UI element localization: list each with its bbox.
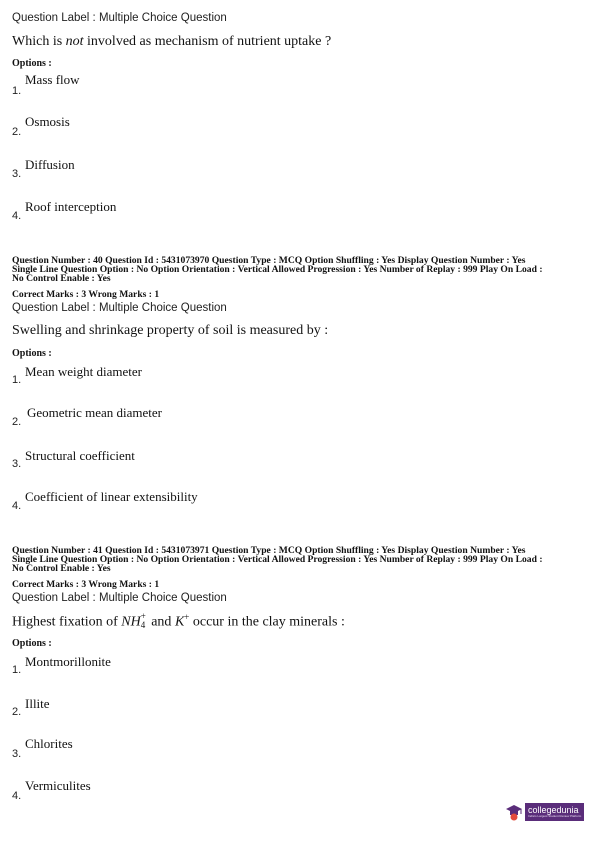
question-label: Question Label : Multiple Choice Question	[12, 302, 227, 314]
option-number: 1.	[12, 85, 22, 97]
option-number: 3.	[12, 748, 22, 760]
option-text[interactable]: Chlorites	[25, 736, 73, 751]
options-heading: Options :	[12, 348, 52, 359]
question-meta: No Control Enable : Yes	[12, 273, 111, 284]
marks-info: Correct Marks : 3 Wrong Marks : 1	[12, 579, 160, 590]
option-number: 4.	[12, 500, 22, 512]
option-text[interactable]: Geometric mean diameter	[27, 405, 162, 420]
option-text[interactable]: Montmorillonite	[25, 654, 111, 669]
question-meta: Single Line Question Option : No Option Orientation : Vertical Allowed Progression : Yes Number of Replay : 999 Play On Load :	[12, 554, 543, 565]
collegedunia-logo	[505, 803, 584, 821]
question-text: Swelling and shrinkage property of soil is measured by :	[12, 323, 329, 338]
option-number: 4.	[12, 790, 22, 802]
option-text[interactable]: Diffusion	[25, 157, 75, 172]
option-number: 1.	[12, 664, 22, 676]
option-text[interactable]: Structural coefficient	[25, 448, 135, 463]
question-meta: Question Number : 40 Question Id : 5431073970 Question Type : MCQ Option Shuffling : Yes Display Question Number : Yes	[12, 255, 526, 266]
option-text[interactable]: Illite	[25, 696, 50, 711]
option-text[interactable]: Osmosis	[25, 114, 70, 129]
question-meta: Question Number : 41 Question Id : 5431073971 Question Type : MCQ Option Shuffling : Yes Display Question Number : Yes	[12, 545, 526, 556]
option-number: 3.	[12, 168, 22, 180]
option-text[interactable]: Mean weight diameter	[25, 364, 142, 379]
option-number: 2.	[12, 416, 22, 428]
question-meta: Single Line Question Option : No Option Orientation : Vertical Allowed Progression : Yes Number of Replay : 999 Play On Load :	[12, 264, 543, 275]
options-heading: Options :	[12, 638, 52, 649]
question-text: Highest fixation of NH + 4 and K+ occur in the clay minerals :	[12, 611, 345, 631]
option-number: 3.	[12, 458, 22, 470]
options-heading: Options :	[12, 58, 52, 69]
question-meta: No Control Enable : Yes	[12, 563, 111, 574]
option-number: 2.	[12, 126, 22, 138]
option-number: 4.	[12, 210, 22, 222]
graduate-cap-icon	[505, 803, 523, 821]
option-text[interactable]: Roof interception	[25, 199, 117, 214]
option-number: 2.	[12, 706, 22, 718]
option-text[interactable]: Vermiculites	[25, 778, 91, 793]
question-label: Question Label : Multiple Choice Question	[12, 592, 227, 604]
option-text[interactable]: Coefficient of linear extensibility	[25, 489, 198, 504]
question-label: Question Label : Multiple Choice Question	[12, 12, 227, 24]
question-text: Which is not involved as mechanism of nutrient uptake ?	[12, 34, 332, 49]
logo-wordmark: collegedunia India's Largest Student Review Platform	[525, 803, 584, 821]
option-text[interactable]: Mass flow	[25, 72, 80, 87]
marks-info: Correct Marks : 3 Wrong Marks : 1	[12, 289, 160, 300]
option-number: 1.	[12, 374, 22, 386]
